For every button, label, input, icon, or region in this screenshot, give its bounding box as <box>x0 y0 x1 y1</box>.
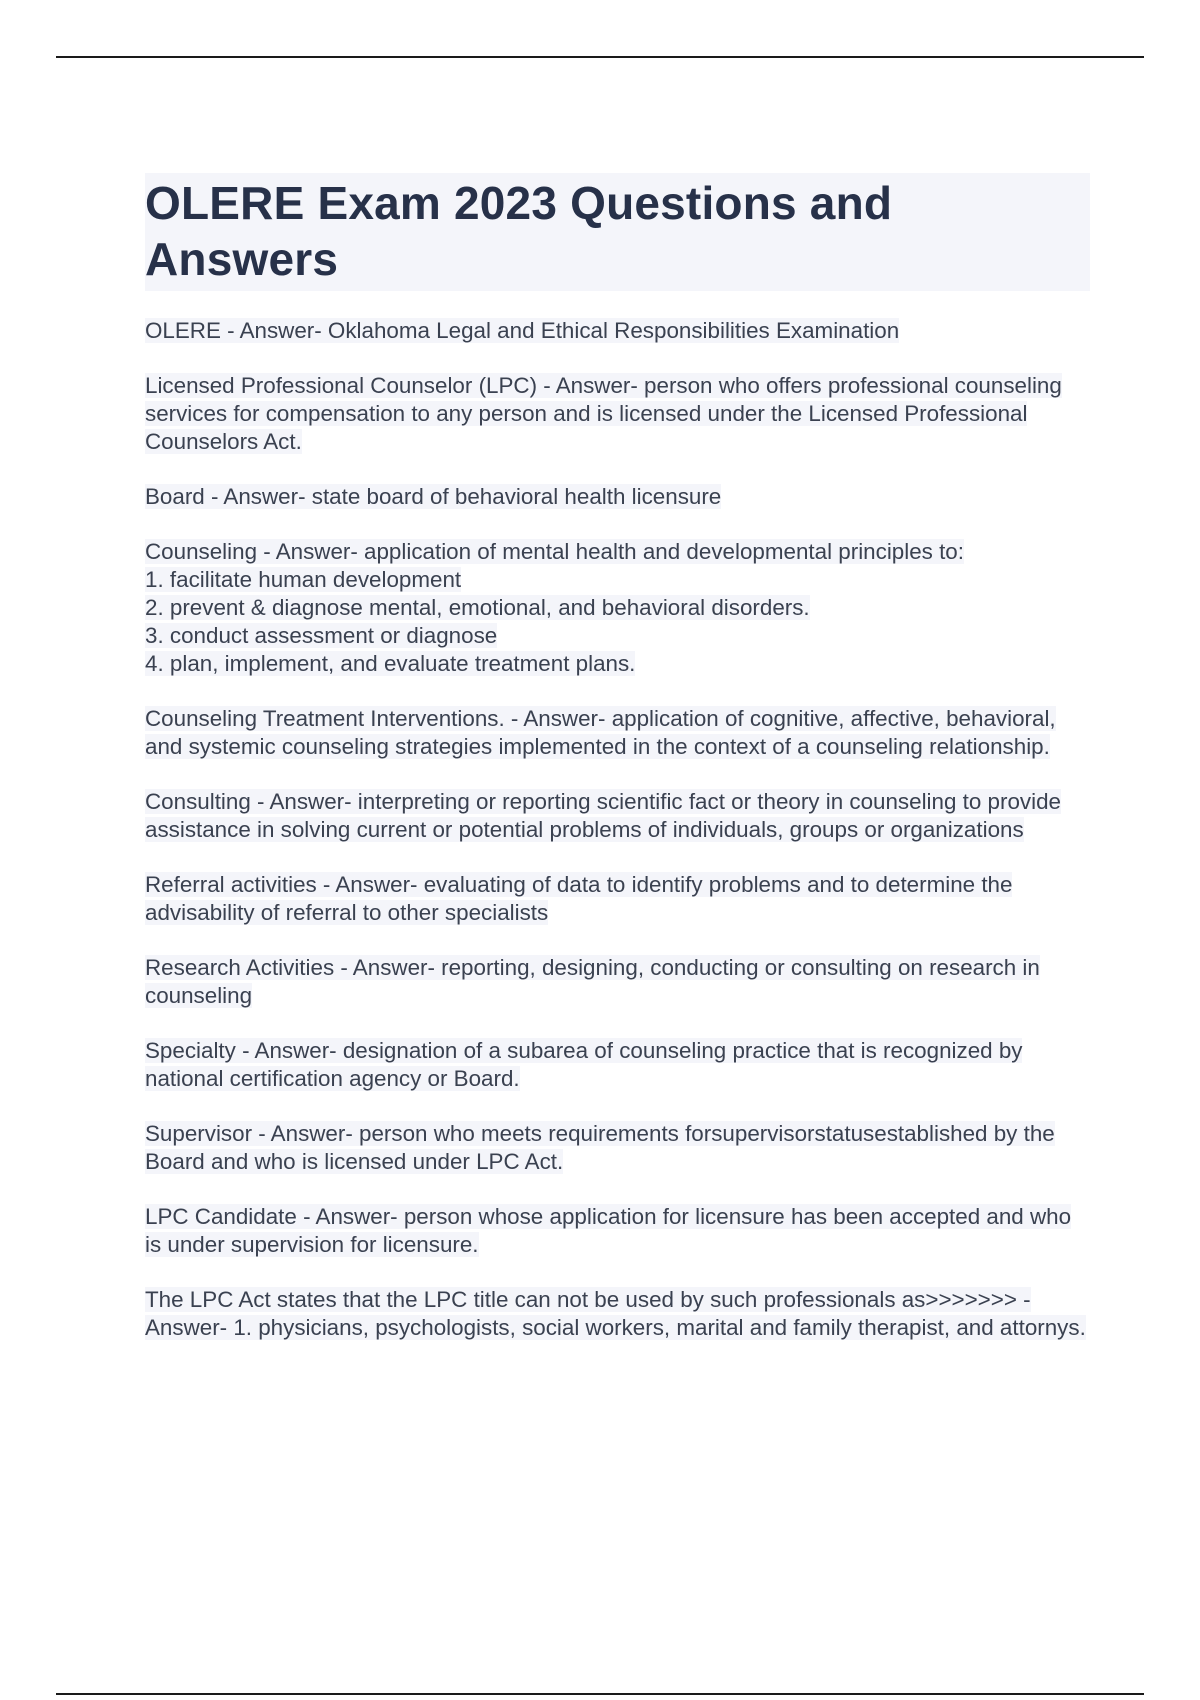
qa-text: Research Activities - Answer- reporting, designing, conducting or consulting on research in counseling <box>145 955 1040 1008</box>
qa-entry <box>145 871 1090 927</box>
bottom-divider <box>56 1693 1144 1695</box>
qa-text: Consulting - Answer- interpreting or reporting scientific fact or theory in counseling to provide assistance in solving current or potential problems of individuals, groups or organizations <box>145 789 1061 842</box>
qa-text: Licensed Professional Counselor (LPC) - Answer- person who offers professional counseling services for compensation to any person and is licensed under the Licensed Professional Counselors Act. <box>145 373 1062 454</box>
qa-entry <box>145 788 1090 844</box>
qa-text: Counseling Treatment Interventions. - Answer- application of cognitive, affective, behavioral, and systemic counseling strategies implemented in the context of a counseling relationship. <box>145 706 1056 759</box>
qa-text: Supervisor - Answer- person who meets requirements forsupervisorstatusestablished by the Board and who is licensed under LPC Act. <box>145 1121 1055 1174</box>
qa-entry <box>145 483 1090 511</box>
qa-text: OLERE - Answer- Oklahoma Legal and Ethical Responsibilities Examination <box>145 318 900 343</box>
qa-list-line: 3. conduct assessment or diagnose <box>145 623 498 648</box>
qa-list-line: 2. prevent & diagnose mental, emotional, and behavioral disorders. <box>145 595 810 620</box>
qa-text: The LPC Act states that the LPC title can not be used by such professionals as>>>>>>> - Answer- 1. physicians, psychologists, social workers, marital and family therapist, and attornys. <box>145 1287 1086 1340</box>
qa-entry <box>145 1203 1090 1259</box>
qa-text: Board - Answer- state board of behavioral health licensure <box>145 484 722 509</box>
qa-list <box>145 317 1090 1342</box>
title-block <box>145 173 1090 291</box>
qa-entry <box>145 317 1090 345</box>
document-body <box>145 173 1090 1369</box>
document-title: OLERE Exam 2023 Questions and Answers <box>145 177 893 285</box>
qa-entry <box>145 954 1090 1010</box>
qa-entry <box>145 1037 1090 1093</box>
top-divider <box>56 56 1144 58</box>
qa-text: Specialty - Answer- designation of a subarea of counseling practice that is recognized by national certification agency or Board. <box>145 1038 1023 1091</box>
qa-entry <box>145 705 1090 761</box>
qa-list-line: 4. plan, implement, and evaluate treatment plans. <box>145 651 636 676</box>
qa-text: Counseling - Answer- application of mental health and developmental principles to: <box>145 539 964 564</box>
qa-text: Referral activities - Answer- evaluating of data to identify problems and to determine the advisability of referral to other specialists <box>145 872 1013 925</box>
qa-entry <box>145 1286 1090 1342</box>
qa-list-line: 1. facilitate human development <box>145 567 462 592</box>
qa-text: LPC Candidate - Answer- person whose application for licensure has been accepted and who is under supervision for licensure. <box>145 1204 1072 1257</box>
qa-entry <box>145 1120 1090 1176</box>
qa-entry <box>145 538 1090 678</box>
qa-entry <box>145 372 1090 456</box>
